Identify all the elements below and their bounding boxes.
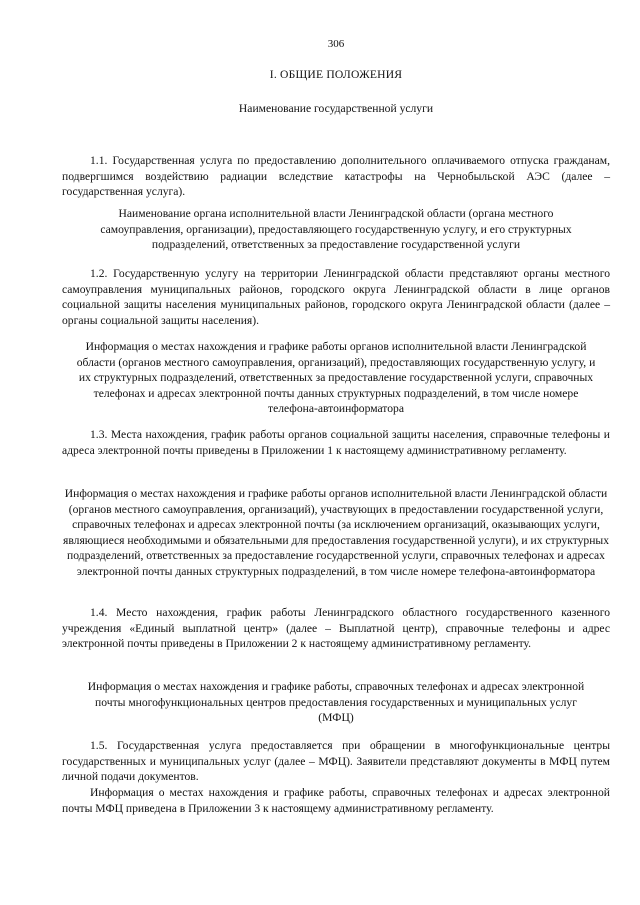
paragraph-1-5: 1.5. Государственная услуга предоставляется при обращении в многофункциональные центры государственных и муниципальных услуг (далее – МФЦ). Заявители представляют документы в МФЦ путем личной подачи документов. [62, 739, 610, 783]
page-number: 306 [327, 38, 345, 50]
paragraph-1-1: 1.1. Государственная услуга по предоставлению дополнительного оплачиваемого отпуска гражданам, подвергшимся воздействию радиации вследствие катастрофы на Чернобыльской АЭС (далее – государственная услуга). [62, 154, 610, 198]
heading-info-participants: Информация о местах нахождения и графике работы органов исполнительной власти Ленинградской области (органов местного самоуправления, организаций), участвующих в предоставлении государственной услуги, справочных телефонах и адресах электронной почты (за исключением организаций, оказывающих услуги, являющиеся необходимыми и обязательными для предоставления государственной услуги), и их структурных подразделений, ответственных за предоставление государственной услуги, справочных телефонах и адресах электронной почты данных структурных подразделений, в том числе номере телефона-автоинформатора [63, 487, 609, 578]
service-name-heading: Наименование государственной услуги [238, 102, 434, 115]
heading-info-organs: Информация о местах нахождения и графике работы органов исполнительной власти Ленинградской области (органов местного самоуправления, организаций), предоставляющих государственную услугу, и их структурных подразделений, ответственных за предоставление государственной услуги, справочных телефонах и адресах электронной почты данных структурных подразделений, в том числе номере телефона-автоинформатора [76, 340, 596, 415]
heading-organ-name: Наименование органа исполнительной власти Ленинградской области (органа местного самоуправления, организации), предоставляющего государственную услугу, и его структурных подразделений, ответственных за предоставление государственной услуги [100, 207, 572, 251]
paragraph-1-3: 1.3. Места нахождения, график работы органов социальной защиты населения, справочные телефоны и адреса электронной почты приведены в Приложении 1 к настоящему административному регламенту. [62, 428, 610, 457]
section-title: I. ОБЩИЕ ПОЛОЖЕНИЯ [269, 68, 403, 81]
heading-info-mfc: Информация о местах нахождения и графике работы, справочных телефонах и адресах электронной почты многофункциональных центров предоставления государственных и муниципальных услуг (МФЦ) [87, 680, 585, 724]
paragraph-1-5-info: Информация о местах нахождения и графике работы, справочных телефонах и адресах электронной почты МФЦ приведена в Приложении 3 к настоящему административному регламенту. [62, 786, 610, 815]
paragraph-1-4: 1.4. Место нахождения, график работы Ленинградского областного государственного казенного учреждения «Единый выплатной центр» (далее – Выплатной центр), справочные телефоны и адрес электронной почты приведены в Приложении 2 к настоящему административному регламенту. [62, 606, 610, 650]
paragraph-1-2: 1.2. Государственную услугу на территории Ленинградской области представляют органы местного самоуправления муниципальных районов, городского округа Ленинградской области в лице органов социальной защиты населения муниципальных районов, городского округа Ленинградской области (далее – органы социальной защиты населения). [62, 267, 610, 327]
